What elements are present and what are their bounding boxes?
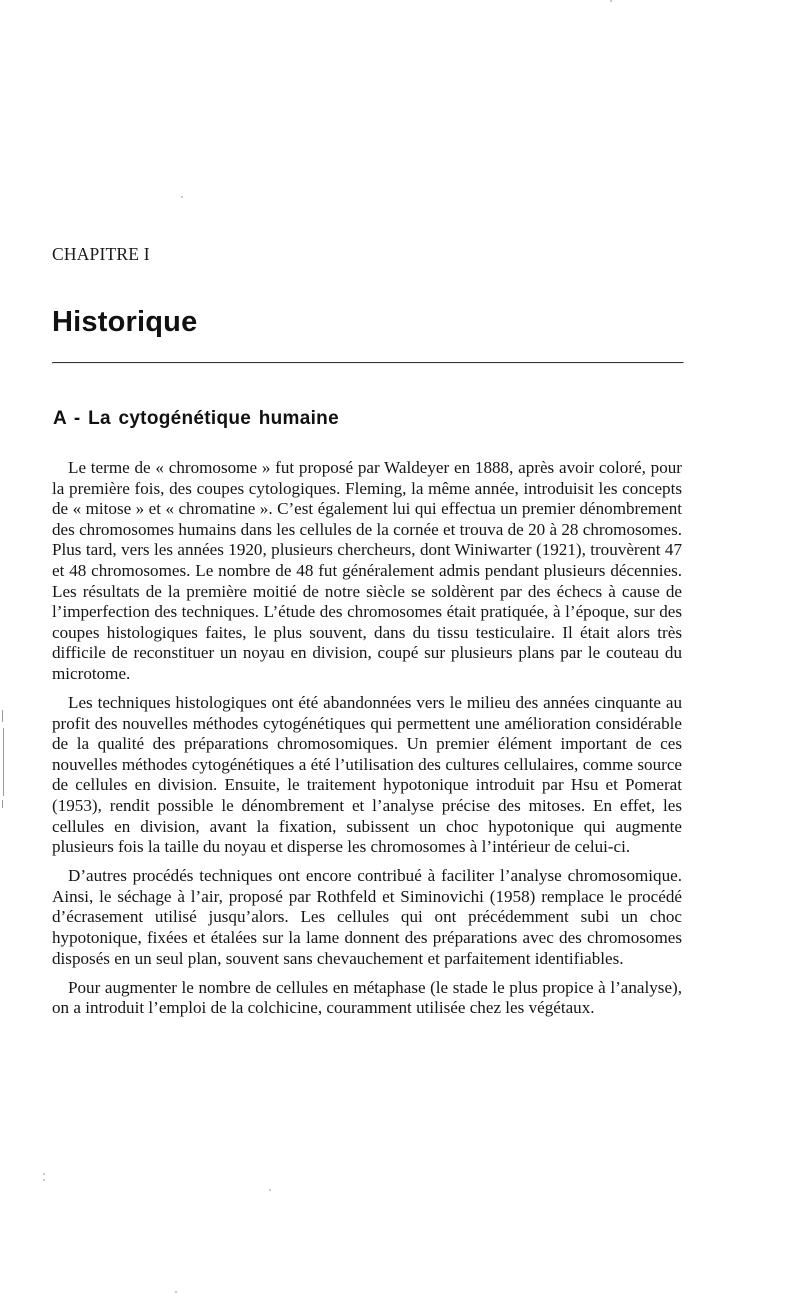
scan-speck — [43, 1173, 45, 1175]
margin-mark — [2, 800, 3, 808]
margin-mark — [2, 710, 3, 722]
body-text — [52, 458, 682, 1027]
margin-mark — [3, 728, 4, 796]
page-title: Historique — [52, 306, 198, 338]
scan-speck — [181, 196, 183, 198]
scan-speck — [610, 0, 612, 2]
chapter-label: CHAPITRE I — [52, 244, 150, 264]
scan-speck — [43, 1179, 45, 1181]
paragraph: Pour augmenter le nombre de cellules en métaphase (le stade le plus propice à l’analyse), on a introduit l’emploi de la colchicine, couramment utilisée chez les végétaux. — [52, 977, 682, 1018]
paragraph: Les techniques histologiques ont été abandonnées vers le milieu des années cinquante au profit des nouvelles méthodes cytogénétiques qui permettent une amélioration considérable de la qualité des préparations chromosomiques. Un premier élément important de ces nouvelles méthodes cytogénétiques a été l’utilisation des cultures cellulaires, comme source de cellules en division. Ensuite, le traitement hypotonique introduit par Hsu et Pomerat (1953), rendit possible le dénombrement et l’analyse précise des mitoses. En effet, les cellules en division, avant la fixation, subissent un choc hypotonique qui augmente plusieurs fois la taille du noyau et disperse les chromosomes à l’intérieur de celui-ci. — [52, 693, 682, 857]
title-divider — [52, 362, 684, 364]
scan-speck — [269, 1189, 271, 1191]
paragraph: D’autres procédés techniques ont encore contribué à faciliter l’analyse chromosomique. Ainsi, le séchage à l’air, proposé par Rothfeld et Siminovichi (1958) remplace le procédé d’écrasement utilisé jusqu’alors. Les cellules qui ont précédemment subi un choc hypotonique, fixées et étalées sur la lame donnent des préparations avec des chromosomes disposés en un seul plan, souvent sans chevauchement et parfaitement identifiables. — [52, 866, 682, 968]
section-heading: A - La cytogénétique humaine — [53, 408, 339, 429]
paragraph: Le terme de « chromosome » fut proposé par Waldeyer en 1888, après avoir coloré, pour la première fois, des coupes cytologiques. Fleming, la même année, introduisit les concepts de « mitose » et « chromatine ». C’est également lui qui effectua un premier dénombrement des chromosomes humains dans les cellules de la cornée et trouva de 20 à 28 chromosomes. Plus tard, vers les années 1920, plusieurs chercheurs, dont Winiwarter (1921), trouvèrent 47 et 48 chromosomes. Le nombre de 48 fut généralement admis pendant plusieurs décennies. Les résultats de la première moitié de notre siècle se soldèrent par des échecs à cause de l’imperfection des techniques. L’étude des chromosomes était pratiquée, à l’époque, sur des coupes histologiques faites, le plus souvent, dans du tissu testiculaire. Il était alors très difficile de reconstituer un noyau en division, coupé sur plusieurs plans par le couteau du microtome. — [52, 458, 682, 683]
